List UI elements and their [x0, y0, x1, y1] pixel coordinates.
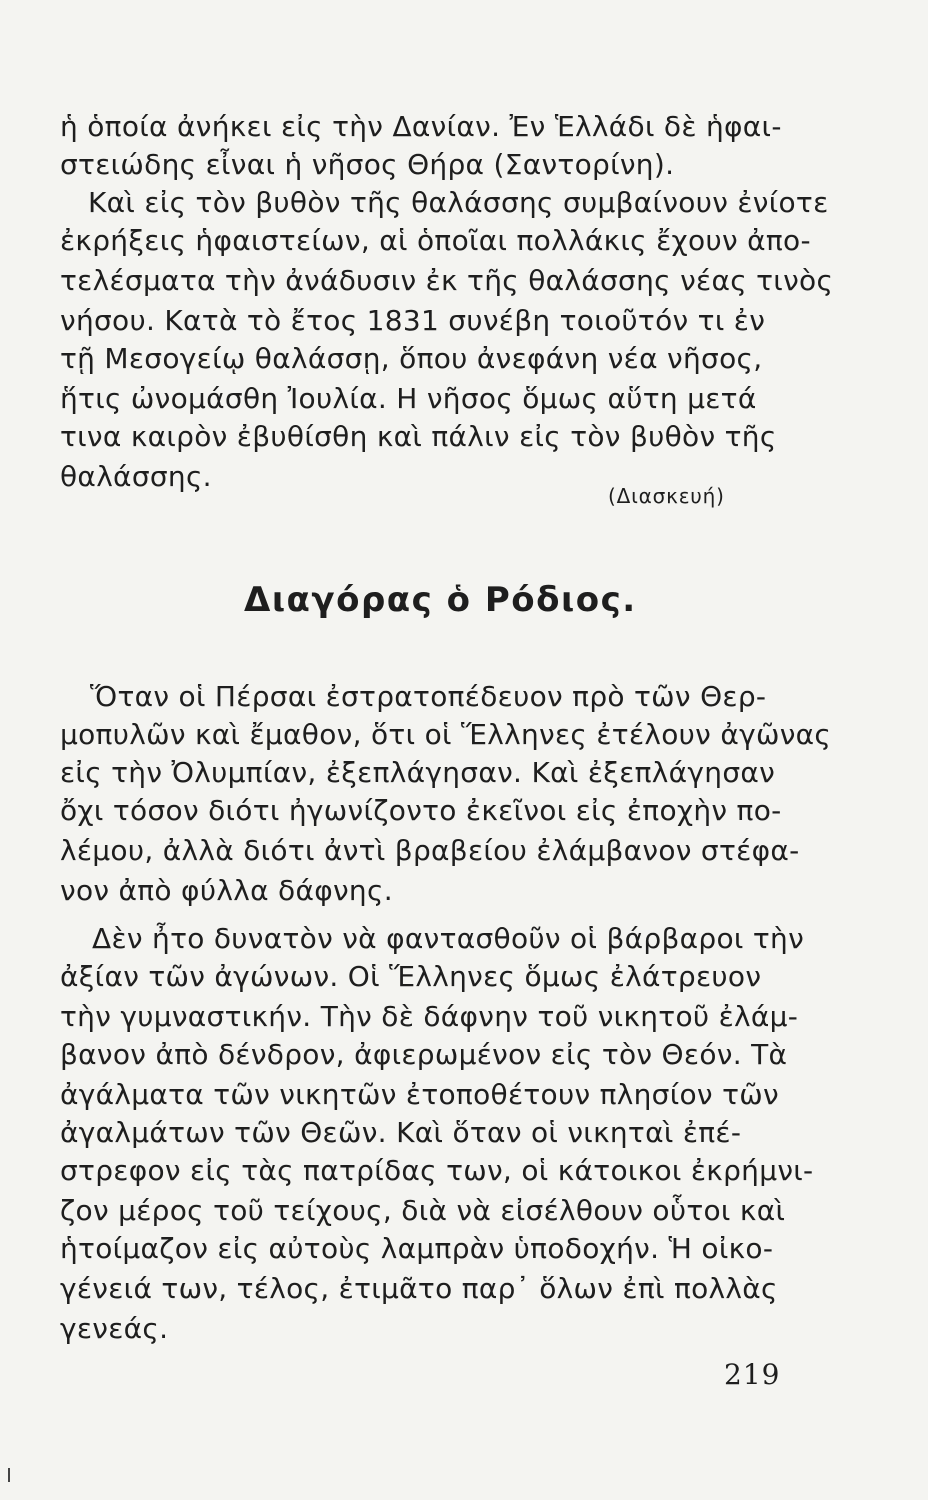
text-line: γένειά των, τέλος, ἐτιμᾶτο παρ᾽ ὅλων ἐπὶ πολλὰς: [60, 1272, 778, 1305]
text-line: βανον ἀπὸ δένδρον, ἀφιερωμένον εἰς τὸν Θεόν. Τὰ: [60, 1038, 788, 1071]
text-line: ἡτοίμαζον εἰς αὐτοὺς λαμπρὰν ὑποδοχήν. Ἡ οἰκο-: [60, 1232, 774, 1265]
text-line: ἀγάλματα τῶν νικητῶν ἐτοποθέτουν πλησίον τῶν: [60, 1078, 779, 1111]
text-line: ἡ ὁποία ἀνήκει εἰς τὴν Δανίαν. Ἐν Ἑλλάδι δὲ ἡφαι-: [60, 110, 782, 143]
text-line: ἥτις ὠνομάσθη Ἰουλία. Η νῆσος ὅμως αὕτη μετά: [60, 382, 757, 415]
text-line: ἀξίαν τῶν ἀγώνων. Οἱ Ἕλληνες ὅμως ἐλάτρευον: [60, 960, 762, 993]
text-line: ἀγαλμάτων τῶν Θεῶν. Καὶ ὅταν οἱ νικηταὶ ἐπέ-: [60, 1116, 742, 1149]
text-line: τελέσματα τὴν ἀνάδυσιν ἐκ τῆς θαλάσσης νέας τινὸς: [60, 264, 834, 297]
text-line: ἐκρήξεις ἡφαιστείων, αἱ ὁποῖαι πολλάκις ἔχουν ἀπο-: [60, 224, 811, 257]
text-line: Δὲν ἦτο δυνατὸν νὰ φαντασθοῦν οἱ βάρβαροι τὴν: [92, 922, 805, 955]
text-line: νήσου. Κατὰ τὸ ἔτος 1831 συνέβη τοιοῦτόν τι ἐν: [60, 304, 766, 337]
text-line: εἰς τὴν Ὀλυμπίαν, ἐξεπλάγησαν. Καὶ ἐξεπλάγησαν: [60, 756, 776, 789]
text-line: γενεάς.: [60, 1312, 169, 1345]
text-line: τῇ Μεσογείῳ θαλάσσῃ, ὅπου ἀνεφάνη νέα νῆσος,: [60, 342, 763, 375]
source-attribution: (Διασκευή): [608, 484, 725, 508]
page-number: 219: [724, 1358, 781, 1391]
text-line: θαλάσσης.: [60, 460, 212, 493]
text-line: στειώδης εἶναι ἡ νῆσος Θήρα (Σαντορίνη).: [60, 148, 675, 181]
text-line: λέμου, ἀλλὰ διότι ἀντὶ βραβείου ἐλάμβανον στέφα-: [60, 834, 800, 867]
text-line: μοπυλῶν καὶ ἔμαθον, ὅτι οἱ Ἕλληνες ἐτέλουν ἀγῶνας: [60, 718, 832, 751]
text-line: νον ἀπὸ φύλλα δάφνης.: [60, 874, 393, 907]
text-line: Ὅταν οἱ Πέρσαι ἐστρατοπέδευον πρὸ τῶν Θερ-: [90, 680, 767, 713]
text-line: στρεφον εἰς τὰς πατρίδας των, οἱ κάτοικοι ἐκρήμνι-: [60, 1154, 814, 1187]
margin-mark: [8, 1468, 10, 1482]
text-line: ὄχι τόσον διότι ἠγωνίζοντο ἐκεῖνοι εἰς ἐποχὴν πο-: [60, 794, 782, 827]
text-line: Καὶ εἰς τὸν βυθὸν τῆς θαλάσσης συμβαίνουν ἐνίοτε: [88, 186, 829, 219]
text-line: τὴν γυμναστικήν. Τὴν δὲ δάφνην τοῦ νικητοῦ ἐλάμ-: [60, 1000, 799, 1033]
text-line: ζον μέρος τοῦ τείχους, διὰ νὰ εἰσέλθουν οὗτοι καὶ: [60, 1194, 786, 1227]
section-heading: Διαγόρας ὁ Ρόδιος.: [244, 580, 637, 620]
text-line: τινα καιρὸν ἐβυθίσθη καὶ πάλιν εἰς τὸν βυθὸν τῆς: [60, 420, 777, 453]
